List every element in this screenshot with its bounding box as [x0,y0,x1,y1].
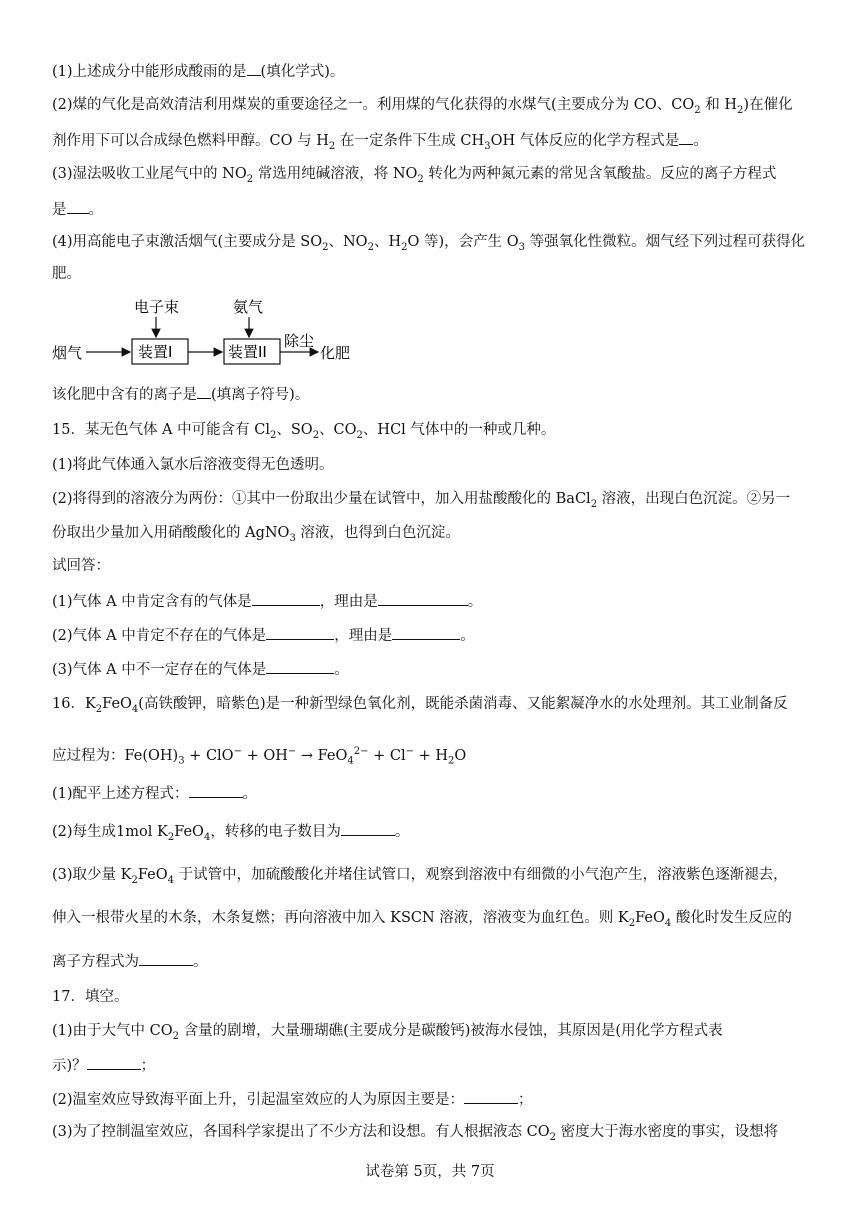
q15-step2-line1: (2)将得到的溶液分为两份：①其中一份取出少量在试管中，加入用盐酸酸化的 BaCl$_2$ 溶液，出现白色沉淀。②另一 [52,491,791,510]
q16-part2: (2)每生成1mol $K_2FeO_4$，转移的电子数目为 。 [52,820,409,848]
diagram-box2-label: 装置II [228,343,267,361]
page-footer: 试卷第 5页，共 7页 [365,1164,495,1180]
q16-part3-line2: 伸入一根带火星的木条，木条复燃；再向溶液中加入 KSCN 溶液，溶液变为血红色。则 $K_2FeO_4$ 酸化时发生反应的 [52,910,792,929]
answer-blank[interactable] [266,658,334,674]
q14-part2-line1: (2)煤的气化是高效清洁利用煤炭的重要途径之一。利用煤的气化获得的水煤气(主要成分为 CO、$CO_2$ 和 $H_2$)在催化 [52,97,793,116]
q15-answer3: (3)气体 A 中不一定存在的气体是 。 [52,658,349,680]
q15-step1: (1)将此气体通入氯水后溶液变得无色透明。 [52,457,334,473]
answer-blank[interactable] [197,383,211,399]
q16-equation: 应过程为：$Fe(OH)_3 + ClO^- + OH^- \to FeO_4^{2-} + Cl^- + H_2O$ [52,746,467,767]
q14-part4-line2: 肥。 [52,266,81,282]
answer-blank[interactable] [679,129,693,145]
q17-part2: (2)温室效应导致海平面上升，引起温室效应的人为原因主要是： ； [52,1088,533,1110]
q17-part1-line2: 示)？ ； [52,1054,155,1076]
answer-blank[interactable] [392,624,460,640]
q14-part4-line1: (4)用高能电子束激活烟气(主要成分是 $SO_2$、$NO_2$、$H_2O$ 等)，会产生 $O_3$ 等强氧化性微粒。烟气经下列过程可获得化 [52,234,806,253]
q15-answer2: (2)气体 A 中肯定不存在的气体是 ，理由是 。 [52,624,475,646]
q14-part2-line2: 剂作用下可以合成绿色燃料甲醇。CO 与 $H_2$ 在一定条件下生成 $CH_3OH$ 气体反应的化学方程式是 。 [52,129,708,157]
answer-blank[interactable] [139,950,193,966]
diagram-box1-label: 装置I [138,343,173,361]
answer-blank[interactable] [341,820,395,836]
answer-blank[interactable] [464,1088,518,1104]
diagram-arrow-label: 除尘 [284,332,315,350]
answer-blank[interactable] [87,1054,141,1070]
q16-part3-line1: (3)取少量 $K_2FeO_4$ 于试管中，加硫酸酸化并堵住试管口，观察到溶液中有细微的小气泡产生，溶液紫色逐渐褪去， [52,867,788,886]
q17-part3: (3)为了控制温室效应，各国科学家提出了不少方法和设想。有人根据液态 $CO_2$ 密度大于海水密度的事实，设想将 [52,1124,779,1143]
q17-stem: 17．填空。 [52,989,129,1005]
q17-part1-line1: (1)由于大气中 $CO_2$ 含量的剧增，大量珊瑚礁(主要成分是碳酸钙)被海水侵蚀，其原因是(用化学方程式表 [52,1023,723,1042]
diagram-input-label: 烟气 [52,344,83,362]
q15-ask: 试回答： [52,558,110,574]
q16-stem: 16．$K_2FeO_4$(高铁酸钾，暗紫色)是一种新型绿色氧化剂，既能杀菌消毒、又能絮凝净水的水处理剂。其工业制备反 [52,696,788,715]
answer-blank[interactable] [247,60,261,76]
q14-part3-line1: (3)湿法吸收工业尾气中的 $NO_2$ 常选用纯碱溶液，将 $NO_2$ 转化为两种氮元素的常见含氧酸盐。反应的离子方程式 [52,166,777,185]
answer-blank[interactable] [378,590,468,606]
diagram-top2-label: 氨气 [233,298,264,316]
answer-blank[interactable] [189,782,243,798]
process-flow-diagram [52,290,372,370]
answer-blank[interactable] [252,590,320,606]
q16-part3-line3: 离子方程式为 。 [52,950,208,972]
q14-part4-answer: 该化肥中含有的离子是 (填离子符号)。 [52,383,309,405]
diagram-output-label: 化肥 [320,344,351,362]
diagram-top1-label: 电子束 [134,298,180,316]
q14-part3-line2: 是 。 [52,198,103,220]
q14-part1: (1)上述成分中能形成酸雨的是 (填化学式)。 [52,60,344,82]
answer-blank[interactable] [266,624,334,640]
q15-step2-line2: 份取出少量加入用硝酸酸化的 AgNO$_3$ 溶液，也得到白色沉淀。 [52,525,460,544]
q15-stem: 15．某无色气体 A 中可能含有 $Cl_2$、$SO_2$、$CO_2$、HCl 气体中的一种或几种。 [52,422,556,441]
q16-part1: (1)配平上述方程式： 。 [52,782,257,804]
q15-answer1: (1)气体 A 中肯定含有的气体是 ，理由是 。 [52,590,482,612]
answer-blank[interactable] [67,198,89,214]
